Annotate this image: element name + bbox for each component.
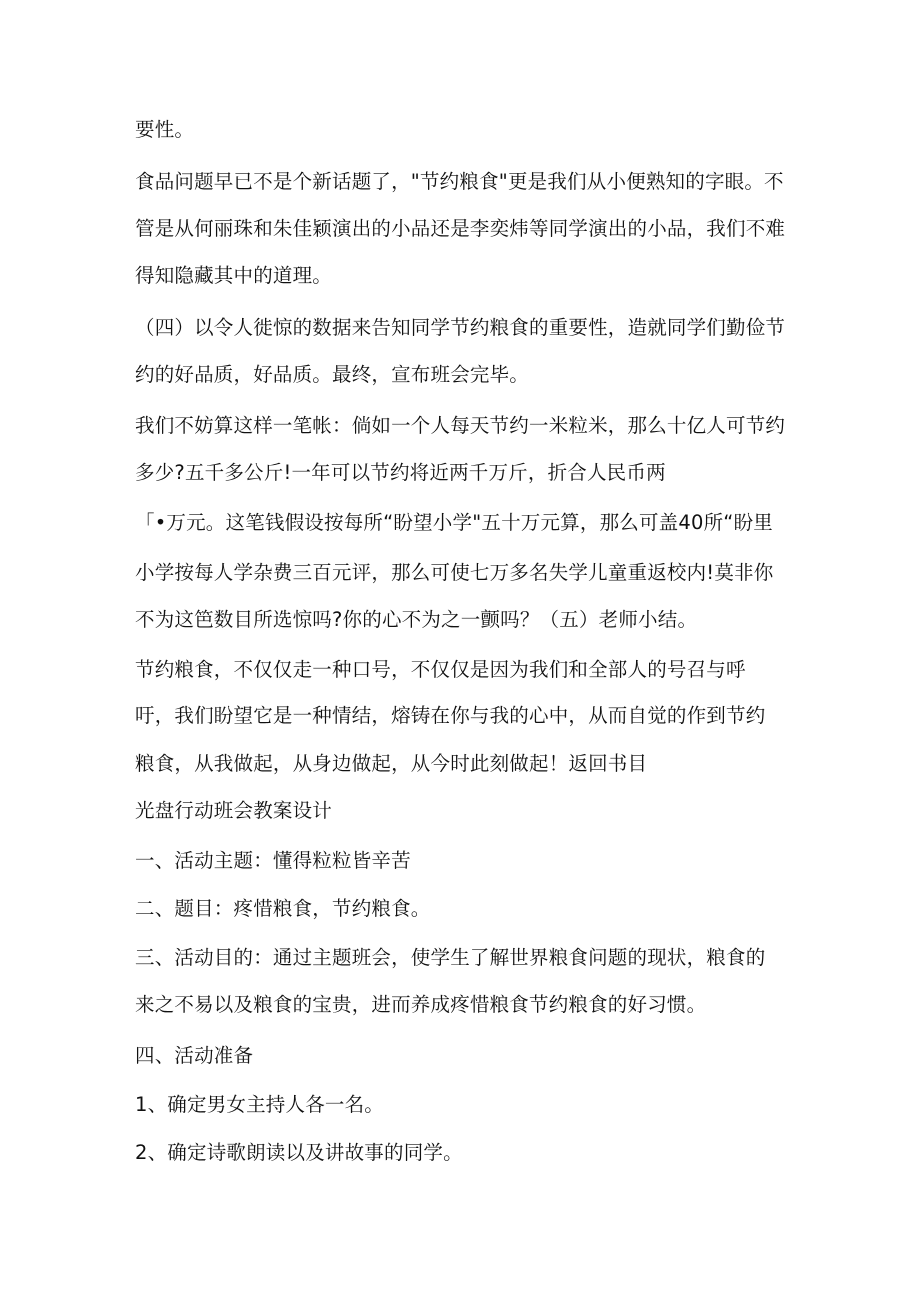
text-line: 要性。 (135, 118, 195, 141)
text-line: 三、活动目的：通过主题班会，使学生了解世界粮食问题的现状，粮食的 (135, 946, 766, 969)
text-line: 多少?五千多公斤!一年可以节约将近两千万斤，折合人民币两 (135, 461, 666, 484)
text-line: 约的好品质，好品质。最终，宣布班会完毕。 (135, 363, 530, 386)
text-line: 食品问题早已不是个新话题了，"节约粮食"更是我们从小便熟知的字眼。不 (135, 170, 784, 193)
text-line: 四、活动准备 (135, 1044, 254, 1067)
text-line: 粮食，从我做起，从身边做起，从今时此刻做起！返回书目 (135, 752, 648, 775)
text-line: 2、确定诗歌朗读以及讲故事的同学。 (135, 1141, 463, 1164)
text-line: 得知隐藏其中的道理。 (135, 264, 333, 287)
text-line: 「•万元。这笔钱假设按每所“盼望小学"五十万元算，那么可盖40所“盼里 (135, 511, 773, 534)
text-line: （四）以令人徙惊的数据来告知同学节约粮食的重要性，造就同学们勤俭节 (135, 316, 786, 339)
text-line: 1、确定男女主持人各一名。 (135, 1093, 385, 1116)
text-line: 小学按每人学杂费三百元评，那么可使七万多名失学儿童重返校内!莫非你 (135, 561, 774, 584)
text-line: 不为这笆数目所选惊吗?你的心不为之一颤吗？（五）老师小结。 (135, 608, 698, 631)
text-line: 我们不妨算这样一笔帐：倘如一个人每天节约一米粒米，那么十亿人可节约 (135, 414, 786, 437)
text-line: 来之不易以及粮食的宝贵，进而养成疼惜粮食节约粮食的好习惯。 (135, 993, 707, 1016)
section-title: 光盘行动班会教案设计 (135, 799, 333, 822)
text-line: 吁，我们盼望它是一种情结，熔铸在你与我的心中，从而自觉的作到节约 (135, 704, 766, 727)
text-line: 管是从何丽珠和朱佳颖演出的小品还是李奕炜等同学演出的小品，我们不难 (135, 217, 786, 240)
text-line: 二、题目：疼惜粮食，节约粮食。 (135, 897, 431, 920)
text-line: 一、活动主题：懂得粒粒皆辛苦 (135, 849, 411, 872)
text-line: 节约粮食，不仅仅走一种口号，不仅仅是因为我们和全部人的号召与呼 (135, 658, 746, 681)
